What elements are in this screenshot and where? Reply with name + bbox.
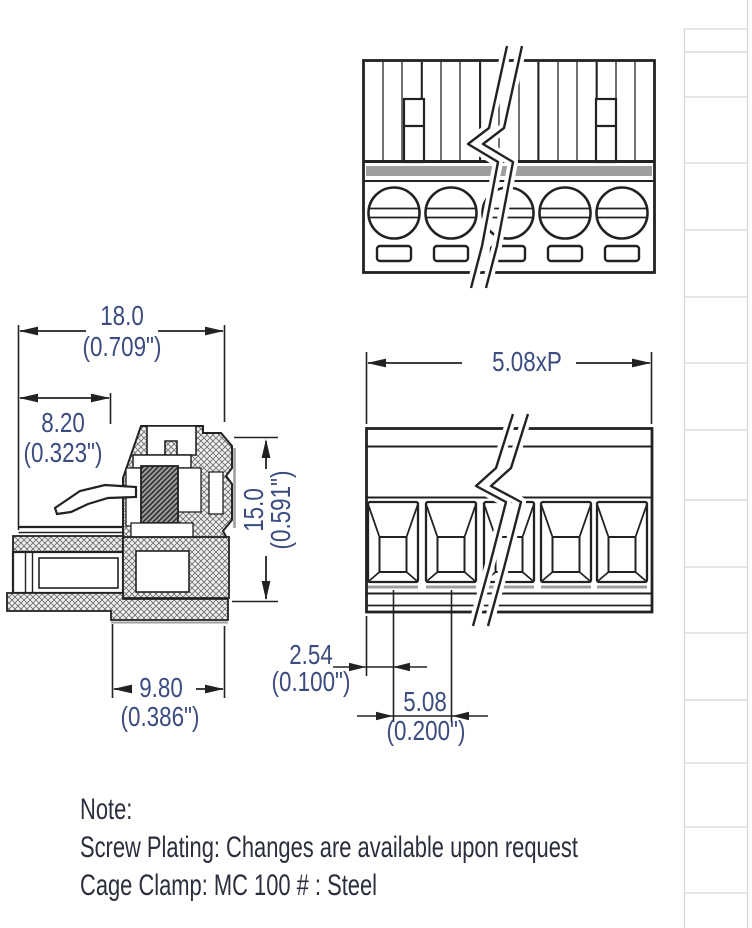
dim-wire-entry-mm: 8.20 <box>41 407 85 438</box>
dim-base-width-mm: 9.80 <box>139 672 183 703</box>
dim-overall-width-mm: 18.0 <box>100 300 144 331</box>
dim-total-pitch-label: 5.08xP <box>492 346 562 377</box>
note-title: Note: <box>80 793 133 826</box>
dim-overall-width-inch: (0.709") <box>82 331 162 362</box>
dim-overall-height <box>240 430 296 590</box>
bottom-view <box>366 414 652 626</box>
dim-half-pitch-mm: 2.54 <box>289 639 333 670</box>
dim-overall-height-inch: (0.591") <box>265 470 296 550</box>
spreadsheet-gridlines <box>684 0 748 928</box>
note-screw-plating: Screw Plating: Changes are available upon request <box>80 831 578 864</box>
dim-pitch-mm: 5.08 <box>403 686 447 717</box>
dim-wire-entry-inch: (0.323") <box>23 437 103 468</box>
dim-base-width-inch: (0.386") <box>120 701 200 732</box>
note-cage-clamp: Cage Clamp: MC 100 # : Steel <box>80 869 378 902</box>
clamp-screw <box>141 466 178 523</box>
note-block <box>80 791 752 905</box>
dim-overall-height-mm: 15.0 <box>238 488 269 532</box>
dim-half-pitch-inch: (0.100") <box>271 666 351 697</box>
dim-pitch-inch: (0.200") <box>386 715 466 746</box>
front-view <box>364 46 655 288</box>
